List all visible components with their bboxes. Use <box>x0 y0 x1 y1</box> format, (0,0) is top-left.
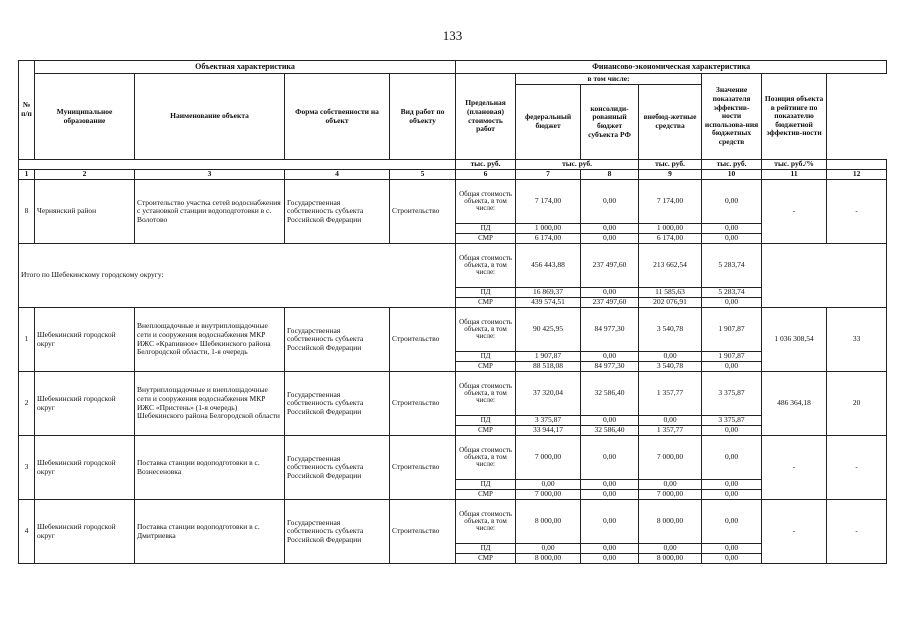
row-object-name: Внеплощадочные и внутриплощадочные сети и сооружения водоснабжения МКР ИЖС «Крапивное» Шебекинского района Белгородской области, 1-я очередь <box>135 308 285 372</box>
row-ownership: Государственная собственность субъекта Российской Федерации <box>285 180 390 244</box>
header-extrabudget: внебюд-жетные средства <box>639 85 702 160</box>
unit-cell: тыс. руб. <box>639 160 702 170</box>
value-cell: 0,00 <box>639 352 702 362</box>
value-cell: 11 585,63 <box>639 288 702 298</box>
row-work-type: Строительство <box>390 436 456 500</box>
sub-smr-label: СМР <box>456 554 516 564</box>
header-max-cost: Предельная (плановая) стоимость работ <box>456 74 516 160</box>
value-cell: 8 000,00 <box>516 554 581 564</box>
value-cell: 0,00 <box>702 298 762 308</box>
row-municipality: Шебекинский городской округ <box>35 308 135 372</box>
value-cell: 0,00 <box>581 500 639 544</box>
value-cell: 439 574,51 <box>516 298 581 308</box>
value-cell: 202 076,91 <box>639 298 702 308</box>
object-row-group <box>19 308 887 372</box>
sub-total-label: Общая стоимость объекта, в том числе: <box>456 180 516 224</box>
value-cell: 5 283,74 <box>702 288 762 298</box>
row-rank: - <box>827 500 887 564</box>
row-num: 8 <box>19 180 35 244</box>
header-num: № п/п <box>19 61 35 160</box>
value-cell: 7 000,00 <box>516 490 581 500</box>
header-work-type: Вид работ по объекту <box>390 74 456 160</box>
value-cell: 213 662,54 <box>639 244 702 288</box>
row-efficiency: - <box>762 500 827 564</box>
value-cell: 3 375,87 <box>516 416 581 426</box>
col-number: 3 <box>135 170 285 180</box>
value-cell: 0,00 <box>581 180 639 224</box>
row-ownership: Государственная собственность субъекта Российской Федерации <box>285 436 390 500</box>
unit-cell: тыс. руб. <box>516 160 639 170</box>
row-object-name: Внутриплощадочные и внеплощадочные сети и сооружения водоснабжения МКР ИЖС «Пристень» (1-я очередь) Шебекинского района Белгородской области <box>135 372 285 436</box>
object-row-group <box>19 180 887 244</box>
row-num: 4 <box>19 500 35 564</box>
row-municipality: Шебекинский городской округ <box>35 372 135 436</box>
value-cell: 32 586,40 <box>581 372 639 416</box>
value-cell: 84 977,30 <box>581 362 639 372</box>
value-cell: 237 497,60 <box>581 298 639 308</box>
sub-smr-label: СМР <box>456 298 516 308</box>
sub-total-label: Общая стоимость объекта, в том числе: <box>456 308 516 352</box>
value-cell: 0,00 <box>581 288 639 298</box>
value-cell: 456 443,88 <box>516 244 581 288</box>
value-cell: 0,00 <box>702 362 762 372</box>
value-cell: 1 357,77 <box>639 426 702 436</box>
value-cell: 0,00 <box>702 554 762 564</box>
sub-smr-label: СМР <box>456 490 516 500</box>
col-number: 2 <box>35 170 135 180</box>
col-number: 5 <box>390 170 456 180</box>
row-object-name: Поставка станции водоподготовки в с. Вознесеновка <box>135 436 285 500</box>
row-efficiency: 486 364,18 <box>762 372 827 436</box>
value-cell: 6 174,00 <box>639 234 702 244</box>
row-ownership: Государственная собственность субъекта Российской Федерации <box>285 500 390 564</box>
value-cell: 0,00 <box>702 500 762 544</box>
value-cell: 0,00 <box>639 416 702 426</box>
object-row-group <box>19 372 887 436</box>
value-cell: 3 375,87 <box>702 372 762 416</box>
row-municipality: Шебекинский городской округ <box>35 500 135 564</box>
header-incl: в том числе: <box>516 74 702 85</box>
value-cell: 237 497,60 <box>581 244 639 288</box>
value-cell: 0,00 <box>581 480 639 490</box>
value-cell: 0,00 <box>581 416 639 426</box>
value-cell: 7 174,00 <box>639 180 702 224</box>
row-municipality: Шебекинский городской округ <box>35 436 135 500</box>
value-cell: 6 174,00 <box>516 234 581 244</box>
sub-smr-label: СМР <box>456 362 516 372</box>
value-cell: 0,00 <box>702 426 762 436</box>
header-federal: федеральный бюджет <box>516 85 581 160</box>
value-cell: 0,00 <box>702 180 762 224</box>
page-number: 133 <box>442 28 463 43</box>
value-cell: 0,00 <box>581 554 639 564</box>
value-cell: 1 907,87 <box>516 352 581 362</box>
value-cell: 3 540,78 <box>639 308 702 352</box>
value-cell: 0,00 <box>702 234 762 244</box>
value-cell: 0,00 <box>639 544 702 554</box>
sub-pd-label: ПД <box>456 224 516 234</box>
row-work-type: Строительство <box>390 308 456 372</box>
col-number: 8 <box>581 170 639 180</box>
value-cell: 1 000,00 <box>516 224 581 234</box>
value-cell: 8 000,00 <box>516 500 581 544</box>
row-work-type: Строительство <box>390 180 456 244</box>
sub-pd-label: ПД <box>456 480 516 490</box>
value-cell: 33 944,17 <box>516 426 581 436</box>
row-num: 1 <box>19 308 35 372</box>
object-row-group <box>19 500 887 564</box>
value-cell: 7 174,00 <box>516 180 581 224</box>
value-cell: 0,00 <box>581 436 639 480</box>
value-cell: 0,00 <box>581 224 639 234</box>
row-num: 2 <box>19 372 35 436</box>
sub-smr-label: СМР <box>456 234 516 244</box>
header-object-name: Наименование объекта <box>135 74 285 160</box>
unit-cell: тыс. руб. <box>702 160 762 170</box>
value-cell: 37 320,04 <box>516 372 581 416</box>
header-ownership: Форма собственности на объект <box>285 74 390 160</box>
col-number: 4 <box>285 170 390 180</box>
col-number: 10 <box>702 170 762 180</box>
row-num: 3 <box>19 436 35 500</box>
value-cell: 0,00 <box>581 544 639 554</box>
col-number: 6 <box>456 170 516 180</box>
value-cell: 84 977,30 <box>581 308 639 352</box>
row-rank: 33 <box>827 308 887 372</box>
subtotal-label: Итого по Шебекинскому городскому округу: <box>19 244 456 308</box>
value-cell: 1 907,87 <box>702 308 762 352</box>
row-ownership: Государственная собственность субъекта Российской Федерации <box>285 308 390 372</box>
financial-table <box>18 60 887 564</box>
row-efficiency: - <box>762 436 827 500</box>
col-number: 12 <box>827 170 887 180</box>
header-efficiency: Значение показателя эффектив-ности использова-ния бюджетных средств <box>702 74 762 160</box>
row-efficiency: 1 036 308,54 <box>762 308 827 372</box>
col-number: 9 <box>639 170 702 180</box>
row-work-type: Строительство <box>390 372 456 436</box>
value-cell: 8 000,00 <box>639 554 702 564</box>
value-cell: 7 000,00 <box>516 436 581 480</box>
value-cell: 1 000,00 <box>639 224 702 234</box>
value-cell: 3 540,78 <box>639 362 702 372</box>
object-row-group <box>19 436 887 500</box>
row-ownership: Государственная собственность субъекта Российской Федерации <box>285 372 390 436</box>
sub-pd-label: ПД <box>456 416 516 426</box>
row-efficiency: - <box>762 180 827 244</box>
value-cell: 5 283,74 <box>702 244 762 288</box>
row-municipality: Чернянский район <box>35 180 135 244</box>
col-number: 11 <box>762 170 827 180</box>
row-rank: - <box>827 436 887 500</box>
header-municipality: Муниципальное образование <box>35 74 135 160</box>
value-cell: 0,00 <box>702 490 762 500</box>
sub-pd-label: ПД <box>456 288 516 298</box>
value-cell: 0,00 <box>516 544 581 554</box>
value-cell: 0,00 <box>702 436 762 480</box>
header-object-char: Объектная характеристика <box>35 61 456 74</box>
value-cell: 90 425,95 <box>516 308 581 352</box>
value-cell: 88 518,08 <box>516 362 581 372</box>
value-cell: 7 000,00 <box>639 490 702 500</box>
sub-total-label: Общая стоимость объекта, в том числе: <box>456 436 516 480</box>
subtotal-row-group <box>19 244 887 308</box>
row-rank: - <box>827 180 887 244</box>
row-rank: 20 <box>827 372 887 436</box>
value-cell: 7 000,00 <box>639 436 702 480</box>
value-cell: 0,00 <box>702 224 762 234</box>
value-cell: 8 000,00 <box>639 500 702 544</box>
value-cell: 32 586,40 <box>581 426 639 436</box>
value-cell: 0,00 <box>639 480 702 490</box>
value-cell: 16 869,37 <box>516 288 581 298</box>
row-object-name: Строительство участка сетей водоснабжения с установкой станции водоподготовки в с. Волотово <box>135 180 285 244</box>
table-header <box>19 61 887 180</box>
value-cell: 1 907,87 <box>702 352 762 362</box>
value-cell: 0,00 <box>581 490 639 500</box>
value-cell: 0,00 <box>581 352 639 362</box>
row-object-name: Поставка станции водоподготовки в с. Дмитриевка <box>135 500 285 564</box>
value-cell: 0,00 <box>702 544 762 554</box>
sub-total-label: Общая стоимость объекта, в том числе: <box>456 244 516 288</box>
unit-cell: тыс. руб./% <box>762 160 827 170</box>
sub-pd-label: ПД <box>456 352 516 362</box>
value-cell: 1 357,77 <box>639 372 702 416</box>
unit-cell: тыс. руб. <box>456 160 516 170</box>
row-work-type: Строительство <box>390 500 456 564</box>
header-consolidated: консолиди-рованный бюджет субъекта РФ <box>581 85 639 160</box>
sub-total-label: Общая стоимость объекта, в том числе: <box>456 372 516 416</box>
col-number: 7 <box>516 170 581 180</box>
value-cell: 3 375,87 <box>702 416 762 426</box>
value-cell: 0,00 <box>702 480 762 490</box>
header-fin-char: Финансово-экономическая характеристика <box>456 61 887 74</box>
col-number: 1 <box>19 170 35 180</box>
sub-smr-label: СМР <box>456 426 516 436</box>
sub-pd-label: ПД <box>456 544 516 554</box>
value-cell: 0,00 <box>516 480 581 490</box>
sub-total-label: Общая стоимость объекта, в том числе: <box>456 500 516 544</box>
value-cell: 0,00 <box>581 234 639 244</box>
header-rank: Позиция объекта в рейтинге по показателю бюджетной эффектив-ности <box>762 74 827 160</box>
